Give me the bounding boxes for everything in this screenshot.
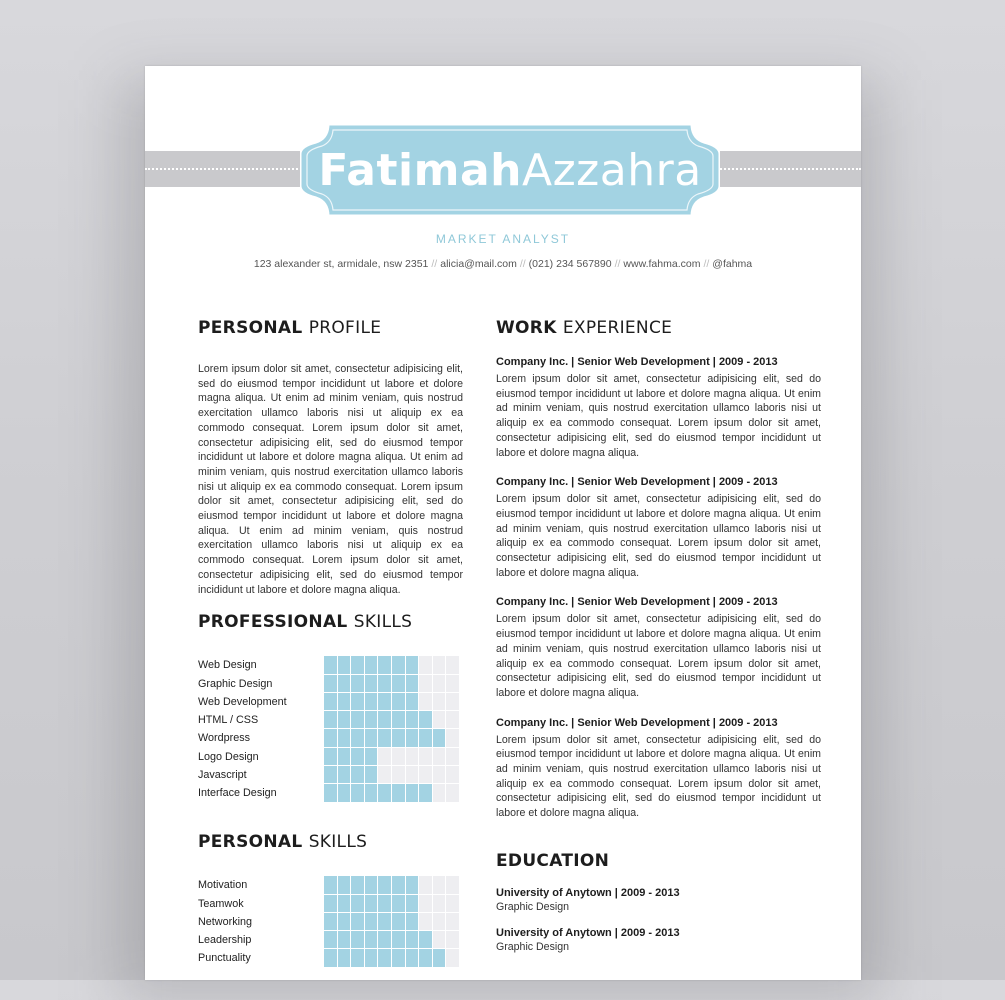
skill-cell-filled <box>324 675 337 692</box>
skill-cell-empty <box>446 949 459 966</box>
skill-cell-empty <box>392 748 405 765</box>
skill-cell-filled <box>365 784 378 801</box>
skill-cell-empty <box>433 931 446 948</box>
skill-cell-filled <box>378 876 391 893</box>
job-title-line: Company Inc. | Senior Web Development | 2009 - 2013 <box>496 356 778 368</box>
skill-cell-filled <box>351 895 364 912</box>
skill-cell-filled <box>378 931 391 948</box>
heading-bold: PERSONAL <box>198 318 303 338</box>
heading-bold: EDUCATION <box>496 850 610 871</box>
skill-cell-empty <box>419 693 432 710</box>
job-entry <box>496 596 821 700</box>
skill-cell-empty <box>433 913 446 930</box>
skill-cell-empty <box>446 656 459 673</box>
contact-address: 123 alexander st, armidale, nsw 2351 <box>253 258 429 270</box>
education-school: University of Anytown | 2009 - 2013 <box>496 886 680 899</box>
contact-line <box>145 258 861 270</box>
skill-cell-filled <box>392 949 405 966</box>
heading-light: SKILLS <box>353 612 413 633</box>
skill-cell-filled <box>338 949 351 966</box>
skill-level-bar <box>324 913 460 931</box>
skill-cell-filled <box>351 949 364 966</box>
contact-phone: (021) 234 567890 <box>528 258 612 270</box>
skill-cell-empty <box>446 784 459 801</box>
skill-cell-empty <box>446 748 459 765</box>
job-title-line: Company Inc. | Senior Web Development | 2009 - 2013 <box>496 596 778 609</box>
contact-separator: // <box>519 258 526 270</box>
skill-level-bar <box>324 784 460 802</box>
skill-cell-filled <box>324 656 337 673</box>
skill-cell-filled <box>338 876 351 893</box>
personal-skills-chart <box>198 876 463 980</box>
skill-cell-filled <box>351 693 364 710</box>
skill-label: Teamwok <box>198 897 244 910</box>
skill-cell-filled <box>392 675 405 692</box>
skill-level-bar <box>324 675 460 693</box>
skill-cell-empty <box>406 766 419 783</box>
skill-cell-empty <box>433 784 446 801</box>
skill-cell-empty <box>446 729 459 746</box>
skill-cell-filled <box>406 656 419 673</box>
skill-cell-filled <box>406 711 419 728</box>
skill-label: Web Design <box>198 659 257 672</box>
skill-label: Motivation <box>198 879 248 892</box>
skill-cell-filled <box>324 748 337 765</box>
work-experience-heading <box>496 318 821 338</box>
skill-cell-filled <box>324 931 337 948</box>
skill-cell-filled <box>324 876 337 893</box>
skill-cell-filled <box>351 711 364 728</box>
skill-cell-empty <box>419 766 432 783</box>
skill-cell-filled <box>406 784 419 801</box>
job-title-line: Company Inc. | Senior Web Development | 2009 - 2013 <box>496 716 778 729</box>
skill-cell-empty <box>446 895 459 912</box>
skill-cell-filled <box>338 711 351 728</box>
skill-level-bar <box>324 931 460 949</box>
professional-skills-heading <box>198 612 463 632</box>
skill-cell-filled <box>419 931 432 948</box>
job-title-line: Company Inc. | Senior Web Development | 2009 - 2013 <box>496 476 778 489</box>
skill-cell-filled <box>406 913 419 930</box>
skill-cell-filled <box>419 949 432 966</box>
skill-level-bar <box>324 748 460 766</box>
skill-cell-empty <box>378 748 391 765</box>
skill-cell-filled <box>365 711 378 728</box>
skill-cell-filled <box>433 729 446 746</box>
skill-cell-filled <box>365 656 378 673</box>
last-name: Azzahra <box>521 144 702 196</box>
skill-cell-filled <box>406 949 419 966</box>
education-entry <box>496 887 821 913</box>
candidate-name <box>300 122 720 218</box>
skill-cell-filled <box>324 711 337 728</box>
skill-cell-empty <box>446 766 459 783</box>
skill-label: Web Development <box>198 695 287 708</box>
skill-cell-filled <box>406 693 419 710</box>
professional-skills-chart <box>198 656 463 802</box>
skill-cell-filled <box>406 876 419 893</box>
education-degree: Graphic Design <box>496 900 570 913</box>
skill-cell-filled <box>406 675 419 692</box>
skill-cell-filled <box>419 729 432 746</box>
skill-cell-filled <box>351 766 364 783</box>
resume-page <box>145 66 861 980</box>
skill-cell-empty <box>433 766 446 783</box>
job-entry <box>496 717 821 821</box>
skill-cell-filled <box>324 693 337 710</box>
skill-cell-empty <box>446 693 459 710</box>
skill-label: Leadership <box>198 934 252 947</box>
skill-cell-filled <box>378 656 391 673</box>
contact-separator: // <box>614 258 621 270</box>
skill-cell-filled <box>392 693 405 710</box>
skill-cell-filled <box>351 656 364 673</box>
skill-level-bar <box>324 711 460 729</box>
skill-cell-empty <box>433 656 446 673</box>
skill-cell-filled <box>324 949 337 966</box>
skill-level-bar <box>324 729 460 747</box>
skill-cell-filled <box>378 913 391 930</box>
skill-cell-filled <box>351 913 364 930</box>
skill-cell-empty <box>419 876 432 893</box>
right-column <box>496 318 821 953</box>
skill-cell-filled <box>392 876 405 893</box>
skill-label: Javascript <box>198 769 247 782</box>
skill-cell-filled <box>433 949 446 966</box>
skill-cell-empty <box>419 913 432 930</box>
heading-light: EXPERIENCE <box>562 318 673 338</box>
skill-cell-filled <box>338 931 351 948</box>
skill-cell-filled <box>392 931 405 948</box>
skill-cell-empty <box>446 931 459 948</box>
skill-cell-filled <box>365 675 378 692</box>
skill-cell-filled <box>365 693 378 710</box>
skill-cell-empty <box>433 748 446 765</box>
skill-cell-filled <box>338 895 351 912</box>
skill-cell-empty <box>419 748 432 765</box>
skill-cell-empty <box>446 876 459 893</box>
skill-cell-filled <box>365 766 378 783</box>
skill-cell-empty <box>433 711 446 728</box>
skill-cell-filled <box>365 729 378 746</box>
contact-separator: // <box>703 258 710 270</box>
skill-cell-filled <box>365 895 378 912</box>
skill-cell-filled <box>351 784 364 801</box>
skill-cell-filled <box>365 913 378 930</box>
job-description: Lorem ipsum dolor sit amet, consectetur adipisicing elit, sed do eiusmod tempor incididunt ut labore et dolore magna aliqua. Ut enim ad minim veniam, quis nostrud exercitation ullamco laboris nisi ut aliquip ex ea commodo consequat. Lorem ipsum dolor sit amet, consectetur adipisicing elit, sed do eiusmod tempor incididunt ut labore et dolore magna aliqua. <box>496 493 821 579</box>
skill-grid <box>324 656 460 802</box>
skill-cell-filled <box>419 711 432 728</box>
skill-cell-filled <box>392 913 405 930</box>
skill-cell-filled <box>338 913 351 930</box>
skill-cell-filled <box>365 748 378 765</box>
skill-cell-empty <box>406 748 419 765</box>
skill-label: Wordpress <box>198 732 251 745</box>
job-description: Lorem ipsum dolor sit amet, consectetur adipisicing elit, sed do eiusmod tempor incididunt ut labore et dolore magna aliqua. Ut enim ad minim veniam, quis nostrud exercitation ullamco laboris nisi ut aliquip ex ea commodo consequat. Lorem ipsum dolor sit amet, consectetur adipisicing elit, sed do eiusmod tempor incididunt ut labore et dolore magna aliqua. <box>496 733 821 820</box>
contact-website[interactable]: www.fahma.com <box>623 258 701 270</box>
skill-cell-filled <box>338 766 351 783</box>
skill-cell-empty <box>446 711 459 728</box>
skill-cell-filled <box>378 949 391 966</box>
skill-cell-filled <box>351 675 364 692</box>
skill-level-bar <box>324 766 460 784</box>
skill-level-bar <box>324 876 460 894</box>
skill-label: Interface Design <box>198 787 277 800</box>
heading-bold: WORK <box>496 318 557 338</box>
skill-labels <box>198 876 252 967</box>
skill-cell-filled <box>365 876 378 893</box>
heading-light: PROFILE <box>308 318 382 338</box>
skill-cell-filled <box>419 784 432 801</box>
skill-cell-filled <box>406 931 419 948</box>
skill-cell-filled <box>378 895 391 912</box>
name-plate <box>300 122 720 218</box>
skill-cell-filled <box>392 895 405 912</box>
skill-cell-filled <box>392 711 405 728</box>
left-column <box>198 318 463 980</box>
skill-label: HTML / CSS <box>198 714 259 727</box>
education-heading <box>496 851 821 871</box>
personal-skills-heading <box>198 832 463 852</box>
skill-cell-empty <box>433 895 446 912</box>
skill-cell-filled <box>351 729 364 746</box>
job-entry <box>496 476 821 580</box>
skill-cell-empty <box>446 675 459 692</box>
skill-cell-filled <box>378 693 391 710</box>
skill-cell-filled <box>324 766 337 783</box>
education-school: University of Anytown | 2009 - 2013 <box>496 926 680 939</box>
skill-cell-filled <box>324 784 337 801</box>
skill-cell-filled <box>406 895 419 912</box>
job-description: Lorem ipsum dolor sit amet, consectetur adipisicing elit, sed do eiusmod tempor incididunt ut labore et dolore magna aliqua. Ut enim ad minim veniam, quis nostrud exercitation ullamco laboris nisi ut aliquip ex ea commodo consequat. Lorem ipsum dolor sit amet, consectetur adipisicing elit, sed do eiusmod tempor incididunt ut labore et dolore magna aliqua. <box>496 613 821 699</box>
skill-level-bar <box>324 949 460 967</box>
education-list <box>496 887 821 953</box>
skill-cell-filled <box>338 656 351 673</box>
skill-cell-filled <box>324 729 337 746</box>
heading-light: SKILLS <box>308 832 368 853</box>
contact-email[interactable]: alicia@mail.com <box>440 258 517 270</box>
skill-cell-empty <box>419 656 432 673</box>
skill-cell-filled <box>406 729 419 746</box>
heading-bold: PERSONAL <box>198 832 303 853</box>
skill-cell-filled <box>392 729 405 746</box>
skill-grid <box>324 876 460 967</box>
contact-separator: // <box>431 258 438 270</box>
job-description: Lorem ipsum dolor sit amet, consectetur adipisicing elit, sed do eiusmod tempor incididunt ut labore et dolore magna aliqua. Ut enim ad minim veniam, quis nostrud exercitation ullamco laboris nisi ut aliquip ex ea commodo consequat. Lorem ipsum dolor sit amet, consectetur adipisicing elit, sed do eiusmod tempor incididunt ut labore et dolore magna aliqua. <box>496 373 821 459</box>
skill-label: Logo Design <box>198 750 259 763</box>
first-name: Fatimah <box>318 144 522 196</box>
skill-cell-filled <box>351 931 364 948</box>
skill-cell-empty <box>378 766 391 783</box>
contact-handle[interactable]: @fahma <box>712 258 753 270</box>
skill-cell-filled <box>338 693 351 710</box>
personal-profile-text: Lorem ipsum dolor sit amet, consectetur adipisicing elit, sed do eiusmod tempor incididunt ut labore et dolore magna aliqua. Ut enim ad minim veniam, quis nostrud exercitation ullamco laboris nisi ut aliquip ex ea commodo consequat. Lorem ipsum dolor sit amet, consectetur adipisicing elit, sed do eiusmod tempor incididunt ut labore et dolore magna aliqua. Ut enim ad minim veniam, quis nostrud exercitation ullamco laboris nisi ut aliquip ex ea commodo consequat. Lorem ipsum dolor sit amet, consectetur adipisicing elit, sed do eiusmod tempor incididunt ut labore et dolore magna aliqua. Ut enim ad minim veniam, quis nostrud exercitation ullamco laboris nisi ut aliquip ex ea commodo consequat. Lorem ipsum dolor sit amet, consectetur adipisicing elit, sed do eiusmod tempor incididunt ut labore et dolore magna aliqua. <box>198 363 463 596</box>
skill-cell-filled <box>392 656 405 673</box>
skill-cell-filled <box>378 711 391 728</box>
skill-cell-filled <box>378 729 391 746</box>
job-title: MARKET ANALYST <box>435 232 571 246</box>
skill-cell-empty <box>392 766 405 783</box>
personal-profile-heading <box>198 318 463 338</box>
skill-cell-empty <box>419 895 432 912</box>
skill-label: Networking <box>198 915 253 928</box>
skill-cell-filled <box>338 784 351 801</box>
heading-bold: PROFESSIONAL <box>198 612 348 633</box>
skill-cell-empty <box>433 675 446 692</box>
education-entry <box>496 927 821 953</box>
job-list <box>496 356 821 821</box>
education-degree: Graphic Design <box>496 940 570 953</box>
skill-cell-filled <box>378 784 391 801</box>
skill-label: Graphic Design <box>198 677 273 690</box>
skill-label: Punctuality <box>198 952 251 965</box>
job-entry <box>496 356 821 460</box>
skill-cell-filled <box>365 931 378 948</box>
skill-cell-filled <box>365 949 378 966</box>
skill-labels <box>198 656 287 802</box>
skill-level-bar <box>324 656 460 674</box>
skill-cell-empty <box>446 913 459 930</box>
skill-cell-empty <box>433 693 446 710</box>
skill-cell-filled <box>351 876 364 893</box>
skill-level-bar <box>324 693 460 711</box>
skill-cell-filled <box>338 729 351 746</box>
skill-cell-filled <box>324 895 337 912</box>
skill-cell-filled <box>324 913 337 930</box>
skill-cell-filled <box>378 675 391 692</box>
skill-cell-filled <box>338 748 351 765</box>
skill-level-bar <box>324 895 460 913</box>
skill-cell-empty <box>419 675 432 692</box>
skill-cell-filled <box>338 675 351 692</box>
skill-cell-empty <box>433 876 446 893</box>
skill-cell-filled <box>351 748 364 765</box>
skill-cell-filled <box>392 784 405 801</box>
